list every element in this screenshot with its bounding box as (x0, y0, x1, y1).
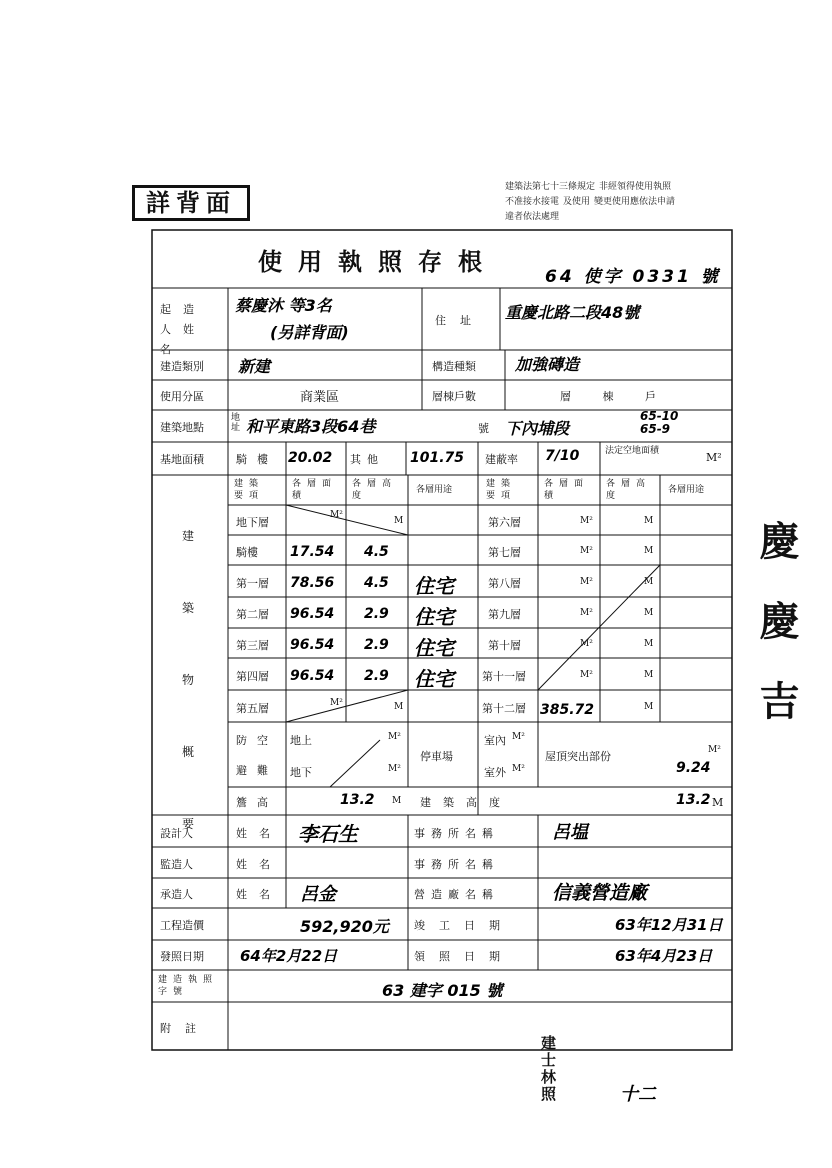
floor-name: 騎樓 (236, 546, 258, 559)
total-area: 385.72 (540, 702, 595, 718)
unit-m2: M² (580, 670, 593, 680)
site-addr-prefix: 地址 (231, 413, 241, 433)
unit-m: M (392, 796, 402, 806)
designer-office: 呂塭 (552, 822, 588, 843)
building-height-value: 13.2 (676, 792, 711, 808)
builder-label: 起造人姓名 (160, 303, 206, 356)
unit-m2: M² (388, 764, 401, 774)
floor-area: 17.54 (290, 544, 335, 560)
rooftop-label: 屋頂突出部份 (545, 750, 611, 763)
legal-open-label: 法定空地面積 (605, 446, 660, 456)
designer-name: 李石生 (298, 822, 358, 846)
unit-m2: M² (580, 516, 593, 526)
building-type-label: 建造類別 (160, 360, 204, 373)
contractor-name-label: 姓名 (236, 888, 282, 901)
floor-use: 住宅 (414, 636, 454, 660)
unit-m: M (394, 516, 404, 526)
site-value: 和平東路3段64巷 (246, 417, 376, 436)
eaves-value: 13.2 (340, 792, 375, 808)
col-height-left: 各層高度 (352, 479, 398, 501)
designer-role: 設計人 (160, 827, 193, 840)
unit-m: M (394, 702, 404, 712)
zone-value: 商業區 (300, 390, 340, 405)
address-label: 住址 (435, 314, 485, 327)
floor-name: 第十二層 (482, 702, 526, 715)
unit-m2: M² (330, 698, 343, 708)
building-height-label: 建築高度 (420, 796, 512, 809)
unit-m2: M² (580, 639, 593, 649)
issue-value: 64年2月22日 (240, 947, 338, 965)
permit-number: 64 使字 0331 號 (545, 267, 721, 287)
coverage-label: 建蔽率 (485, 453, 518, 466)
civil-defense-above: 地上 (290, 734, 312, 747)
unit-m2: M² (512, 764, 525, 774)
civil-defense-below: 地下 (290, 766, 312, 779)
completion-label: 竣工日期 (414, 919, 514, 932)
floor-name: 第九層 (488, 608, 521, 621)
floor-use: 住宅 (414, 574, 454, 598)
civil-defense-label-1: 防空 (236, 734, 278, 747)
address-value: 重慶北路二段48號 (505, 303, 640, 322)
floor-area: 96.54 (290, 637, 335, 653)
structure-label: 構造種類 (432, 360, 476, 373)
header-note: 建築法第七十三條規定 (505, 182, 596, 192)
parking-label: 停車場 (420, 750, 453, 763)
unit-m: M (644, 516, 654, 526)
col-area-left: 各層面積 (292, 479, 338, 501)
floor-name: 第六層 (488, 516, 521, 529)
unit-m: M (644, 639, 654, 649)
bottom-seal: 建士林照 (539, 1035, 557, 1103)
eaves-label: 簷高 (236, 796, 278, 809)
completion-value: 63年12月31日 (615, 916, 723, 934)
col-use-right: 各層用途 (668, 485, 705, 495)
floor-name: 地下層 (236, 516, 269, 529)
contractor-role: 承造人 (160, 888, 193, 901)
contractor-name: 呂金 (300, 884, 336, 905)
structure-value: 加強磚造 (515, 355, 580, 374)
supervisor-role: 監造人 (160, 858, 193, 871)
floor-height: 2.9 (364, 606, 389, 622)
builder-value-2: (另詳背面) (270, 323, 349, 342)
site-lot-label: 號 (478, 422, 489, 435)
unit-m2: M² (580, 546, 593, 556)
floor-name: 第一層 (236, 577, 269, 590)
supervisor-name-label: 姓名 (236, 858, 282, 871)
contractor-office: 信義營造廠 (552, 882, 648, 904)
unit-m2: M² (330, 510, 343, 520)
floor-name: 第四層 (236, 670, 269, 683)
floor-use: 住宅 (414, 667, 454, 691)
legal-open-unit: M² (706, 451, 722, 464)
floor-name: 第三層 (236, 639, 269, 652)
receive-label: 領照日期 (414, 950, 514, 963)
site-label: 建築地點 (160, 421, 204, 434)
remarks-label: 附註 (160, 1022, 210, 1035)
detail-stamp: 詳背面 (132, 185, 250, 221)
unit-m: M (644, 577, 654, 587)
zone-label: 使用分區 (160, 390, 204, 403)
floor-height: 4.5 (364, 544, 389, 560)
header-note: 及使用 (563, 197, 591, 207)
unit-m2: M² (388, 732, 401, 742)
receive-value: 63年4月23日 (615, 947, 713, 965)
permit-value: 63 建字 015 號 (382, 981, 503, 1000)
builder-value: 蔡慶沐 等3名 (235, 296, 332, 315)
civil-defense-label-2: 避難 (236, 764, 278, 777)
site-area-label: 基地面積 (160, 453, 204, 466)
building-type-value: 新建 (238, 357, 271, 376)
coverage-value: 7/10 (545, 448, 580, 464)
parking-outdoor: 室外 (484, 766, 506, 779)
unit-m2: M² (708, 745, 721, 755)
parking-indoor: 室內 (484, 734, 506, 747)
margin-ink: 慶慶吉 (753, 520, 800, 760)
unit-m2: M² (580, 608, 593, 618)
site-lot-numbers: 65-10 65-9 (640, 409, 679, 436)
floor-name: 第五層 (236, 702, 269, 715)
col-height-right: 各層高度 (606, 479, 652, 501)
col-item-right: 建築要項 (486, 479, 517, 501)
floor-area: 96.54 (290, 668, 335, 684)
floor-name: 第十層 (488, 639, 521, 652)
site-lot-value: 下內埔段 (505, 419, 570, 438)
issue-label: 發照日期 (160, 950, 204, 963)
col-use-left: 各層用途 (416, 485, 453, 495)
header-note: 違者依法處理 (505, 212, 560, 222)
unit-m: M (712, 796, 724, 809)
unit-m: M (644, 670, 654, 680)
floor-name: 第十一層 (482, 670, 526, 683)
unit-m: M (644, 702, 654, 712)
arcade-area: 20.02 (288, 450, 333, 466)
bottom-marks: 十二 (620, 1084, 656, 1105)
floor-name: 第八層 (488, 577, 521, 590)
building-section-label: 建築物概要 (182, 529, 195, 831)
permit-label: 建造執照字號 (158, 975, 219, 997)
arcade-label: 騎樓 (236, 453, 278, 466)
designer-office-label: 事務所名稱 (414, 827, 499, 840)
header-note: 非經領得使用執照 (599, 182, 672, 192)
floors-value: 層 棟 戶 (560, 390, 670, 403)
col-area-right: 各層面積 (544, 479, 590, 501)
unit-m2: M² (512, 732, 525, 742)
unit-m2: M² (580, 577, 593, 587)
unit-m: M (644, 546, 654, 556)
supervisor-office-label: 事務所名稱 (414, 858, 499, 871)
cost-label: 工程造價 (160, 919, 204, 932)
contractor-office-label: 營造廠名稱 (414, 888, 499, 901)
floor-use: 住宅 (414, 605, 454, 629)
header-note: 變更使用應依法申請 (594, 197, 676, 207)
cost-value: 592,920元 (300, 917, 389, 936)
col-item-left: 建築要項 (234, 479, 265, 501)
designer-name-label: 姓名 (236, 827, 282, 840)
floor-name: 第七層 (488, 546, 521, 559)
header-note: 不准接水接電 (505, 197, 560, 207)
floor-area: 78.56 (290, 575, 335, 591)
form-title: 使用執照存根 (258, 247, 498, 276)
other-area: 101.75 (410, 450, 465, 466)
floor-height: 2.9 (364, 668, 389, 684)
other-label: 其他 (350, 453, 384, 466)
floor-name: 第二層 (236, 608, 269, 621)
floor-area: 96.54 (290, 606, 335, 622)
floor-height: 4.5 (364, 575, 389, 591)
floor-height: 2.9 (364, 637, 389, 653)
unit-m: M (644, 608, 654, 618)
rooftop-value: 9.24 (676, 760, 711, 776)
floors-label: 層棟戶數 (432, 390, 476, 403)
